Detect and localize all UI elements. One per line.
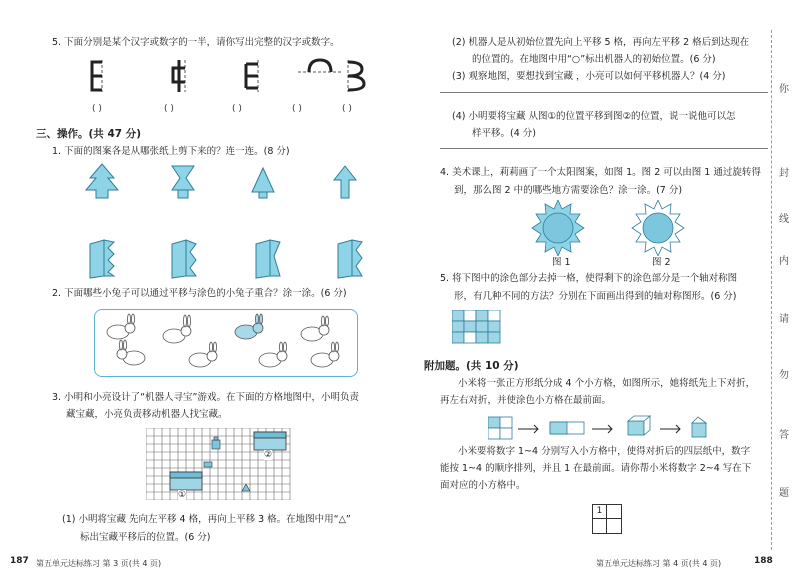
rabbit-2[interactable]	[163, 315, 191, 343]
fig2-caption: 图 2	[652, 257, 671, 268]
op1-text: 下面的图案各是从哪张纸上剪下来的？连一连。(8 分)	[64, 146, 290, 157]
half-glyphs	[80, 56, 370, 98]
sub2-line1: (2) 机器人是从初始位置先向上平移 5 格，再向左平移 2 格后到达现在	[452, 37, 750, 48]
robot-icon	[212, 437, 220, 449]
rabbit-5[interactable]	[189, 342, 217, 367]
sun-figure-2[interactable]	[632, 200, 684, 256]
left-page-number: 187	[10, 556, 29, 566]
answer-cell-4[interactable]	[607, 519, 621, 533]
treasure-grid	[146, 428, 292, 500]
q4-line2: 到，那么图 2 中的哪些地方需要涂色？涂一涂。(7 分)	[454, 185, 683, 196]
q5-blank-3[interactable]: ( )	[232, 104, 242, 114]
margin-char-3: 线	[779, 214, 789, 225]
treasure-chest-2	[254, 432, 286, 450]
q5-blank-4[interactable]: ( )	[292, 104, 302, 114]
bell-icon	[242, 484, 250, 491]
treasure-chest-1	[170, 472, 202, 490]
margin-char-8: 题	[779, 488, 789, 499]
q4-number: 4.	[440, 167, 450, 178]
q5-blank-2[interactable]: ( )	[164, 104, 174, 114]
answer-cell-3[interactable]	[593, 519, 607, 533]
op1-question	[52, 145, 290, 159]
q5r-text-1: 将下图中的涂色部分去掉一格，使得剩下的涂色部分是一个轴对称图	[452, 273, 738, 284]
margin-char-5: 请	[779, 314, 789, 325]
q5r-line2: 形，有几种不同的方法？分别在下面画出得到的轴对称图形。(6 分)	[454, 291, 737, 302]
op3-sub1-line1: (1) 小明将宝藏 先向左平移 4 格，再向上平移 3 格。在地图中用“△”	[62, 514, 351, 525]
cutout-shapes	[82, 162, 372, 202]
divider-1	[440, 92, 768, 93]
q5r-line1	[440, 272, 737, 286]
fig1-caption: 图 1	[552, 257, 571, 268]
op2-number: 2.	[52, 288, 62, 299]
op2-question	[52, 287, 347, 301]
q5-blank-5[interactable]: ( )	[342, 104, 352, 114]
rabbit-3[interactable]	[301, 316, 329, 341]
folding-diagram	[488, 413, 728, 445]
small-treasure-icon	[204, 462, 212, 467]
sub3-text: (3) 观察地图，要想找到宝藏 ，小亮可以如何平移机器人？(4 分)	[452, 71, 726, 82]
divider-2	[440, 148, 768, 149]
op3-sub1-line2: 标出宝藏平移后的位置。(6 分)	[80, 532, 211, 543]
rabbit-7[interactable]	[311, 342, 339, 367]
margin-char-7: 答	[779, 430, 789, 441]
bonus-p2-line3: 面对应的小方格中。	[440, 480, 526, 491]
op1-number: 1.	[52, 146, 62, 157]
q4-line1	[440, 166, 761, 180]
grid-marker-1: ①	[178, 490, 187, 500]
q4-text-1: 美术课上，莉莉画了一个太阳图案，如图 1。图 2 可以由图 1 通过旋转得	[452, 167, 761, 178]
grid-marker-2: ②	[264, 450, 273, 460]
rabbit-shaded	[235, 314, 263, 339]
answer-grid	[592, 504, 622, 534]
bonus-p2-line2: 能按 1~4 的顺序排列，并且 1 在最前面。请你帮小米将数字 2~4 写在下	[440, 463, 752, 474]
bonus-p1-line1: 小米将一张正方形纸分成 4 个小方格，如图所示，她将纸先上下对折，	[458, 378, 756, 389]
right-footer-text: 第五单元达标练习 第 4 页(共 4 页)	[596, 559, 722, 568]
bonus-p2-line1: 小米要将数字 1~4 分别写入小方格中，使得对折后的四层纸中，数字	[458, 446, 751, 457]
binding-line	[771, 30, 772, 550]
q5r-number: 5.	[440, 273, 450, 284]
op3-line1	[52, 391, 359, 405]
rabbit-4[interactable]	[117, 340, 145, 365]
section3-title: 三、操作。(共 47 分)	[36, 128, 142, 140]
rabbit-6[interactable]	[259, 342, 287, 367]
margin-char-6: 勿	[779, 370, 789, 381]
sun-figures	[530, 200, 690, 256]
q5-blank-1[interactable]: ( )	[92, 104, 102, 114]
answer-cell-2[interactable]	[607, 505, 621, 519]
q5-text: 下面分别是某个汉字或数字的一半，请你写出完整的汉字或数字。	[64, 37, 340, 48]
left-q5	[52, 36, 340, 50]
op3-number: 3.	[52, 392, 62, 403]
sub4-line1: (4) 小明要将宝藏 从图①的位置平移到图②的位置，说一说他可以怎	[452, 111, 736, 122]
rabbit-1[interactable]	[107, 314, 135, 339]
margin-char-2: 封	[779, 168, 789, 179]
bonus-p1-line2: 再左右对折，并使涂色小方格在最前面。	[440, 395, 612, 406]
answer-cell-1: 1	[593, 505, 607, 519]
folded-papers	[86, 236, 376, 280]
op2-text: 下面哪些小兔子可以通过平移与涂色的小兔子重合？涂一涂。(6 分)	[64, 288, 347, 299]
bonus-title: 附加题。(共 10 分)	[424, 360, 519, 372]
margin-char-4: 内	[779, 256, 789, 267]
left-footer-text: 第五单元达标练习 第 3 页(共 4 页)	[36, 559, 162, 568]
rabbits	[96, 312, 354, 374]
margin-char-1: 你	[779, 84, 789, 95]
right-page-number: 188	[754, 556, 773, 566]
sub2-line2: 的位置的。在地图中用“○”标出机器人的初始位置。(6 分)	[472, 54, 716, 65]
op3-line2: 藏宝藏，小亮负责移动机器人找宝藏。	[66, 409, 228, 420]
q5-number: 5.	[52, 37, 62, 48]
shaded-grid	[452, 310, 504, 344]
sun-figure-1	[532, 200, 584, 256]
op3-text-1: 小明和小亮设计了“机器人寻宝”游戏。在下面的方格地图中，小明负责	[64, 392, 359, 403]
sub4-line2: 样平移。(4 分)	[472, 128, 536, 139]
